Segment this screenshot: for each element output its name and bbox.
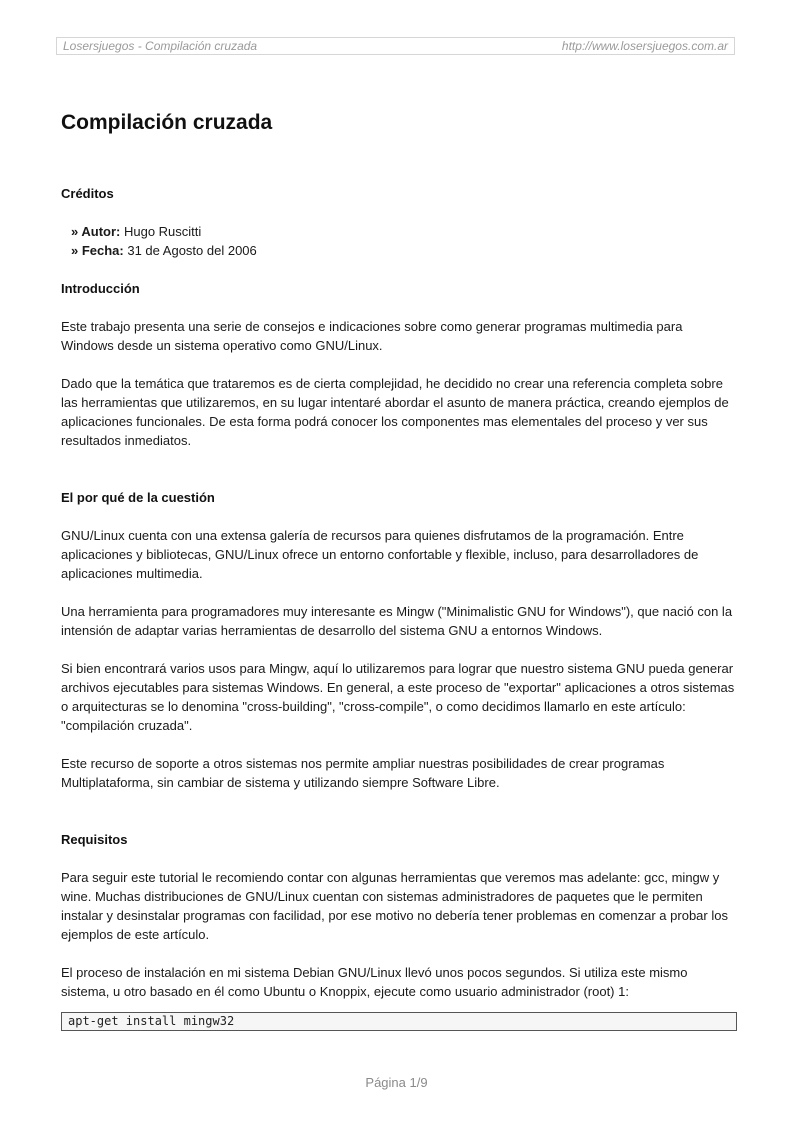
credits-list xyxy=(61,222,737,260)
header-url[interactable]: http://www.losersjuegos.com.ar xyxy=(561,39,728,53)
author-label: » Autor: xyxy=(71,224,121,239)
date-value: 31 de Agosto del 2006 xyxy=(123,243,257,258)
page-title: Compilación cruzada xyxy=(61,111,273,134)
date-label: » Fecha: xyxy=(71,243,124,258)
page-number: Página 1/9 xyxy=(365,1075,428,1090)
credits-author xyxy=(71,222,737,241)
requirements-paragraph-2: El proceso de instalación en mi sistema Debian GNU/Linux llevó unos pocos segundos. Si utiliza este mismo sistema, u otro basado en él como Ubuntu o Knoppix, ejecute como usuario administrador (root) 1: xyxy=(61,965,688,999)
why-paragraph-2: Una herramienta para programadores muy interesante es Mingw ("Minimalistic GNU for Windows"), que nació con la intensión de adaptar varias herramientas de desarrollo del sistema GNU a entornos Windows. xyxy=(61,604,733,638)
document-content xyxy=(61,109,737,1031)
header-site-title: Losersjuegos - Compilación cruzada xyxy=(63,39,258,53)
intro-paragraph-1: Este trabajo presenta una serie de consejos e indicaciones sobre como generar programas multimedia para Windows desde un sistema operativo como GNU/Linux. xyxy=(61,319,683,353)
intro-heading: Introducción xyxy=(61,281,140,296)
author-value: Hugo Ruscitti xyxy=(120,224,202,239)
code-block: apt-get install mingw32 xyxy=(61,1012,737,1031)
requirements-paragraph-1: Para seguir este tutorial le recomiendo contar con algunas herramientas que veremos mas adelante: gcc, mingw y wine. Muchas distribuciones de GNU/Linux cuentan con sistemas administradores de paquetes que le permiten instalar y desinstalar programas con facilidad, por ese motivo no debería tener problemas en comenzar a probar los ejemplos de este artículo. xyxy=(61,870,728,942)
credits-heading: Créditos xyxy=(61,186,114,201)
page-header xyxy=(56,37,735,55)
intro-paragraph-2: Dado que la temática que trataremos es de cierta complejidad, he decidido no crear una referencia completa sobre las herramientas que utilizaremos, en su lugar intentaré abordar el asunto de manera práctica, creando ejemplos de aplicaciones funcionales. De esta forma podrá conocer los componentes mas elementales del proceso y ver sus resultados inmediatos. xyxy=(61,376,729,448)
why-paragraph-4: Este recurso de soporte a otros sistemas nos permite ampliar nuestras posibilidades de crear programas Multiplataforma, sin cambiar de sistema y utilizando siempre Software Libre. xyxy=(61,756,665,790)
requirements-heading: Requisitos xyxy=(61,832,128,847)
why-paragraph-1: GNU/Linux cuenta con una extensa galería de recursos para quienes disfrutamos de la programación. Entre aplicaciones y bibliotecas, GNU/Linux ofrece un entorno confortable y flexible, incluso, para desarrolladores de aplicaciones multimedia. xyxy=(61,528,699,581)
why-paragraph-3: Si bien encontrará varios usos para Mingw, aquí lo utilizaremos para lograr que nuestro sistema GNU pueda generar archivos ejecutables para sistemas Windows. En general, a este proceso de "exportar" aplicaciones a otros sistemas o arquitecturas se lo denomina "cross-building", "cross-compile", o como decidimos llamarlo en este artículo: "compilación cruzada". xyxy=(61,661,735,733)
why-heading: El por qué de la cuestión xyxy=(61,490,215,505)
credits-date xyxy=(71,241,737,260)
